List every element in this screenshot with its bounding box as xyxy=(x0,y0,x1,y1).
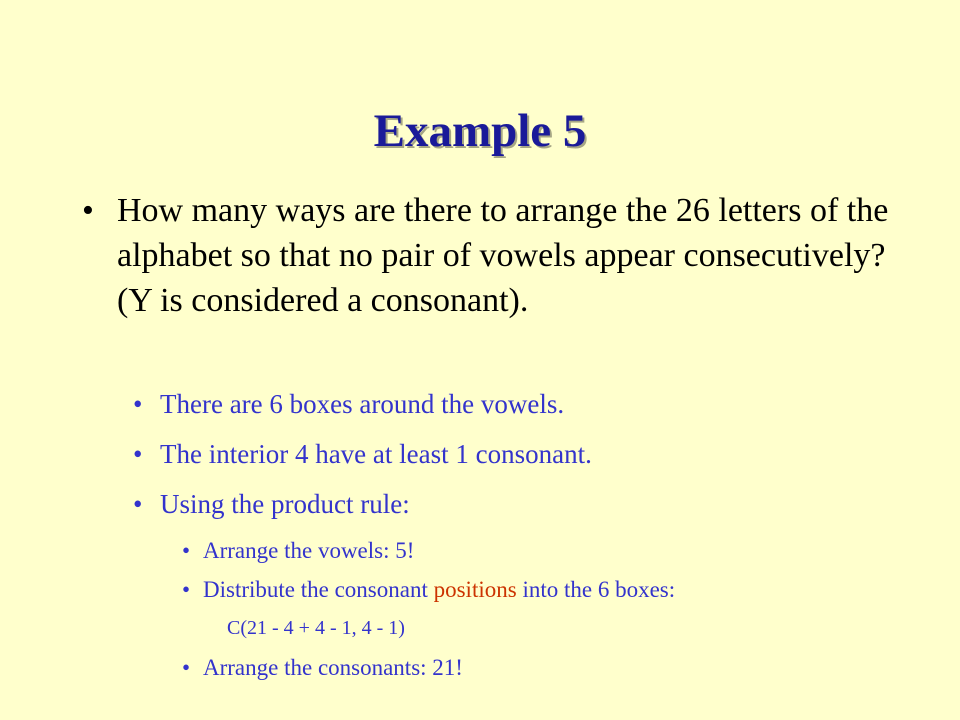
bullet-icon: • xyxy=(182,538,191,563)
highlighted-word: positions xyxy=(433,577,517,602)
bullet-icon: • xyxy=(182,655,191,680)
sub-point-text: Using the product rule: xyxy=(160,489,410,519)
bullet-icon: • xyxy=(133,439,143,469)
sub-point-boxes xyxy=(133,387,565,421)
main-question xyxy=(82,188,907,323)
step-text: Arrange the vowels: 5! xyxy=(203,538,415,563)
bullet-icon: • xyxy=(133,489,143,519)
step-text-suffix: into the 6 boxes: xyxy=(516,577,676,602)
sub-point-text: There are 6 boxes around the vowels. xyxy=(160,389,565,419)
step-text-prefix: Distribute the consonant xyxy=(203,577,434,602)
step-distribute-consonants xyxy=(182,575,676,604)
step-arrange-consonants xyxy=(182,653,463,682)
sub-point-interior xyxy=(133,437,592,471)
sub-point-text: The interior 4 have at least 1 consonant. xyxy=(160,439,592,469)
bullet-icon: • xyxy=(182,577,191,602)
combination-formula: C(21 - 4 + 4 - 1, 4 - 1) xyxy=(227,617,405,639)
step-arrange-vowels xyxy=(182,536,415,565)
bullet-icon: • xyxy=(133,389,143,419)
main-question-text: How many ways are there to arrange the 26 letters of the alphabet so that no pair of vowels appear consecutively? (Y is considered a consonant). xyxy=(117,192,889,319)
step-text: Arrange the consonants: 21! xyxy=(203,655,463,680)
sub-point-product-rule xyxy=(133,487,410,521)
bullet-icon: • xyxy=(82,192,94,229)
slide-title: Example 5 xyxy=(373,105,587,157)
